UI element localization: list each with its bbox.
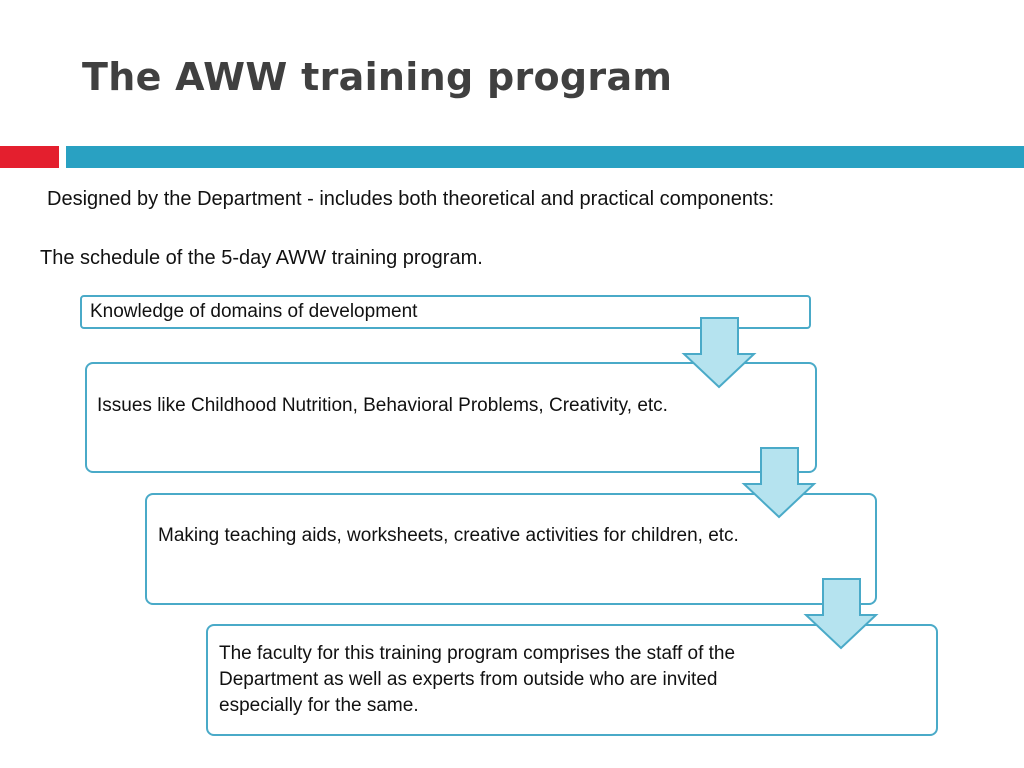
accent-bar-red xyxy=(0,146,59,168)
down-arrow-icon xyxy=(740,446,818,520)
intro-text: Designed by the Department - includes both theoretical and practical components: xyxy=(47,188,775,210)
down-arrow-icon xyxy=(802,577,880,651)
slide-title: The AWW training program xyxy=(82,55,673,99)
down-arrow-icon xyxy=(680,316,758,390)
flow-step-2-text: Issues like Childhood Nutrition, Behavioral Problems, Creativity, etc. xyxy=(97,395,668,416)
accent-bar-blue xyxy=(66,146,1024,168)
flow-step-4-text: The faculty for this training program comprises the staff of the Department as well as experts from outside who are invited especially for the same. xyxy=(219,643,736,716)
flow-step-1-text: Knowledge of domains of development xyxy=(90,301,418,322)
flow-step-3-text: Making teaching aids, worksheets, creative activities for children, etc. xyxy=(158,525,739,546)
schedule-caption: The schedule of the 5-day AWW training program. xyxy=(40,247,483,269)
